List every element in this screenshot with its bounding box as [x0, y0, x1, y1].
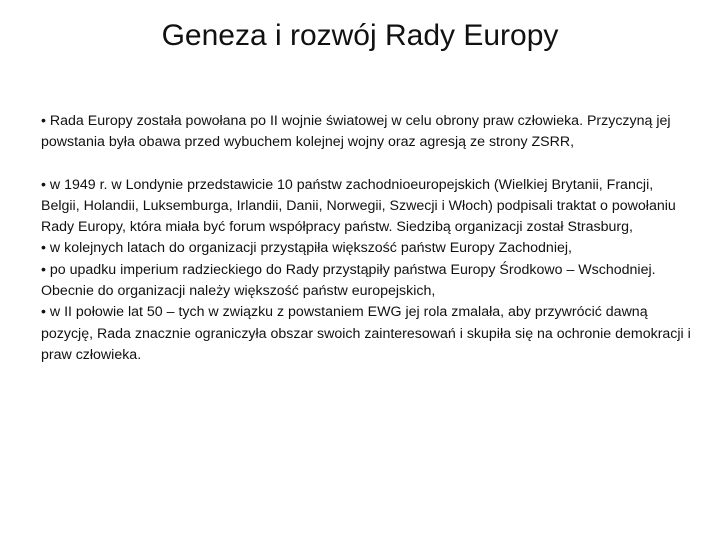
paragraph-spacer [41, 154, 693, 175]
bullet-paragraph-1: • Rada Europy została powołana po II wojnie światowej w celu obrony praw człowieka. Przyczyną jej powstania była obawa przed wybuchem kolejnej wojny oraz agresją ze strony ZSRR, [41, 113, 671, 151]
bullet-paragraph-4: • po upadku imperium radzieckiego do Rady przystąpiły państwa Europy Środkowo – Wschodniej. Obecnie do organizacji należy większość państw europejskich, [41, 261, 656, 300]
bullet-paragraph-2: • w 1949 r. w Londynie przedstawicie 10 państw zachodnioeuropejskich (Wielkiej Brytanii, Francji, Belgii, Holandii, Luksemburga, Irlandii, Danii, Norwegii, Szwecji i Włoch) podpisali traktat o powołaniu Rady Europy, która miała być forum współpracy państw. Siedzibą organizacji został Strasburg, [41, 176, 676, 236]
bullet-paragraph-3: • w kolejnych latach do organizacji przystąpiła większość państw Europy Zachodniej, [41, 240, 572, 257]
bullet-paragraph-5: • w II połowie lat 50 – tych w związku z powstaniem EWG jej rola zmalała, aby przywrócić dawną pozycję, Rada znacznie ograniczyła obszar swoich zainteresowań i skupiła się na ochronie demokracji i praw człowieka. [41, 304, 691, 363]
slide-body [41, 111, 693, 366]
slide-title: Geneza i rozwój Rady Europy [161, 19, 559, 52]
